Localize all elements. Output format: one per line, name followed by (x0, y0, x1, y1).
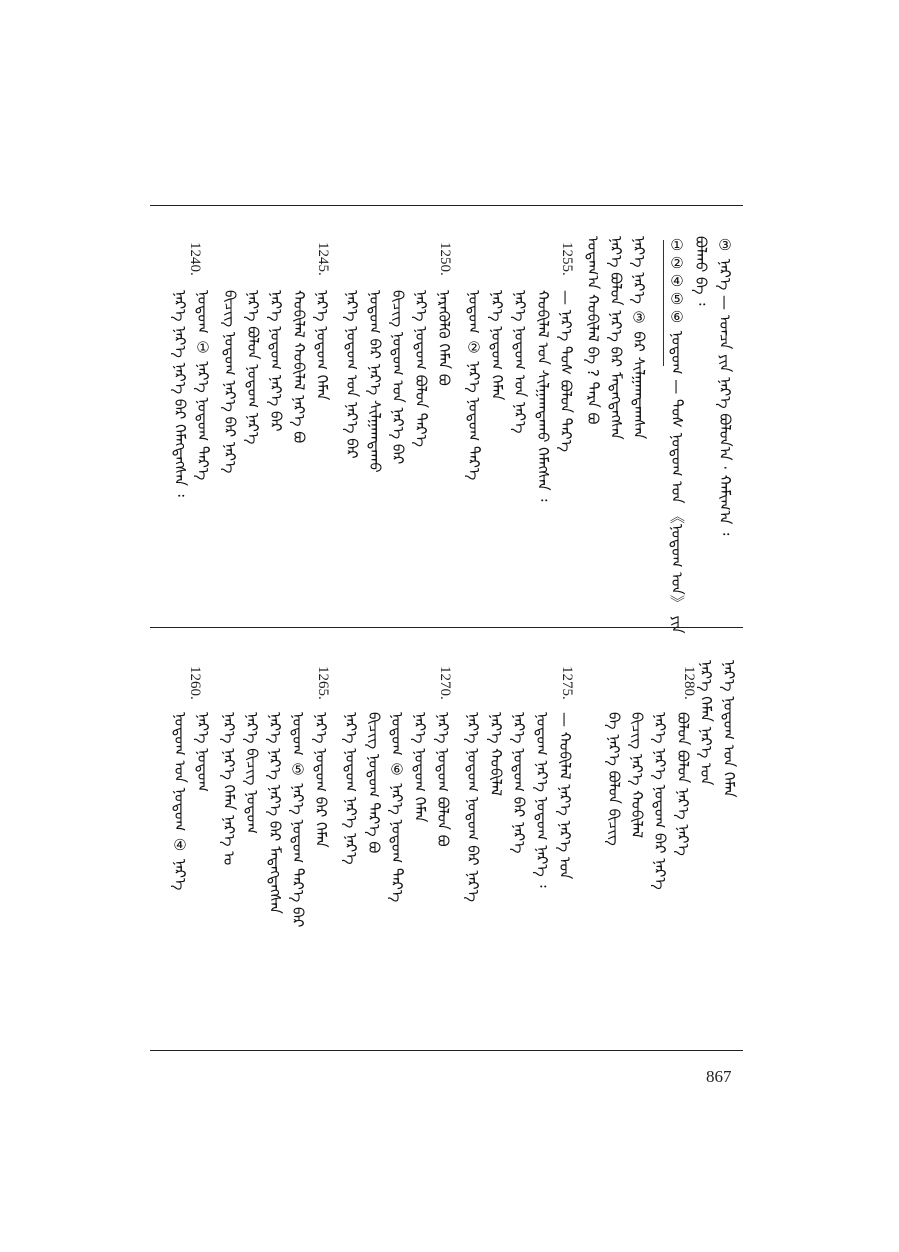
verse-line: ᠨᠡᠷᠡᠬᠦᠯᠬᠦ ᠬᠡᠮᠡᠨ ᠪᠤ (435, 290, 453, 386)
verse-line: ᠨᠡᠷ᠎ᠡ ᠨᠤᠲᠤᠭ ᠪᠣᠯᠤᠨ ᠪᠤ (434, 712, 452, 847)
verse-line: ᠪᠢᠴᠢᠭ ᠨᠡᠷ᠎ᠡ ᠬᠤᠪᠢᠯᠠᠯ (628, 712, 646, 838)
verse-line: ᠨᠡᠷ᠎ᠡ ᠨᠤᠲᠤᠭ ᠪᠠᠷ ᠨᠡᠷ᠎ᠡ (510, 712, 528, 854)
footnote-others: ①②④⑤⑥ ᠨᠤᠲᠤᠭ — ᠲᠤᠰ ᠨᠤᠲᠤᠭ ᠤᠨ 《ᠨᠤᠲᠤᠭ ᠤᠨ》 ᠶᠢᠨ (668, 236, 686, 634)
footnote-3: ③ ᠨᠡᠷ᠎ᠡ — ᠣᠨᠴᠠ ᠶᠢᠨ ᠨᠡᠷ᠎ᠡ ᠪᠣᠯᠤᠨ᠎ᠠ · ᠬᠠᠮᠢᠭ᠎ᠠ ᠄ (716, 236, 734, 536)
verse-line: ᠨᠡᠷ᠎ᠡ ᠨᠤᠲᠤᠭ ᠨᠤᠲᠤᠭ ᠪᠠᠷ ᠨᠡᠷ᠎ᠡ (464, 712, 482, 902)
verse-line: ᠨᠡᠷ᠎ᠡ ᠨᠤᠲᠤᠭ ᠪᠣᠯᠤᠨ ᠲᠡᠷ᠎ᠡ (412, 290, 430, 447)
bottom-rule (150, 1050, 743, 1051)
footnote-separator (663, 240, 664, 366)
verse-line: ᠬᠤᠪᠢᠯᠠᠯ ᠤᠨ ᠰᠢᠯᠭᠠᠭᠳᠠᠬᠤ ᠬᠡᠮᠡᠭᠰᠡᠨ ᠄ (534, 290, 552, 502)
verse-line: ᠨᠤᠲᠤᠭ ① ᠨᠡᠷ᠎ᠡ ᠨᠤᠲᠤᠭ ᠲᠡᠷ᠎ᠡ (194, 290, 212, 481)
verse-line: ᠪᠢᠴᠢᠭ ᠨᠤᠲᠤᠭ ᠤᠨ ᠨᠡᠷ᠎ᠡ ᠪᠠᠷ (389, 290, 407, 465)
line-number: 1260. (187, 666, 203, 700)
line-number: 1255. (559, 242, 575, 276)
verse-line: ᠨᠡᠷ᠎ᠡ ᠨᠡᠷ᠎ᠡ ᠨᠡᠷ᠎ᠡ ᠪᠠᠷ ᠮᠡᠳᠡᠭᠳᠡᠭᠰᠡᠨ (266, 712, 284, 914)
line-number: 1250. (437, 242, 453, 276)
verse-line: ᠪᠠ ᠨᠡᠷ᠎ᠡ ᠪᠣᠯᠤᠨ ᠪᠢᠴᠢᠭ (605, 712, 623, 846)
verse-line: ᠨᠡᠷ᠎ᠡ ᠪᠣᠯᠤᠨ ᠨᠡᠷ᠎ᠡ ᠪᠠᠷ ᠮᠡᠳᠡᠭᠳᠡᠭᠰᠡᠨ (607, 236, 625, 440)
top-rule (150, 205, 743, 206)
verse-line: ᠨᠤᠲᠤᠭ ᠪᠠᠷ ᠨᠡᠷ᠎ᠡ ᠰᠢᠯᠭᠠᠭᠳᠠᠬᠤ (366, 290, 384, 473)
verse-line: ᠨᠡᠷ᠎ᠡ ᠨᠤᠲᠤᠭ ᠬᠡᠮᠡᠨ (411, 712, 429, 823)
verse-line: ᠨᠡᠷ᠎ᠡ ᠨᠤᠲᠤᠭ ᠤᠨ ᠨᠡᠷ᠎ᠡ (511, 290, 529, 434)
verse-line: ᠨᠤᠲᠤᠭ ᠨᠡᠷ᠎ᠡ ᠨᠤᠲᠤᠭ ᠨᠡᠷ᠎ᠡ ᠄ (533, 712, 551, 888)
verse-line: ᠨᠤᠲᠤᠭ ⑥ ᠨᠡᠷ᠎ᠡ ᠨᠤᠲᠤᠭ ᠲᠡᠷ᠎ᠡ (388, 712, 406, 903)
verse-line: ᠨᠡᠷ᠎ᠡ ᠨᠤᠲᠤᠭ ᠨᠡᠷ᠎ᠡ ᠪᠠᠷ (267, 290, 285, 432)
line-number: 1240. (187, 242, 203, 276)
verse-line: — ᠬᠤᠪᠢᠯᠠᠯ ᠨᠡᠷ᠎ᠡ ᠨᠡᠷ᠎ᠡ ᠤᠨ (556, 712, 574, 880)
verse-line: ᠨᠡᠷ᠎ᠡ ᠬᠡᠮᠡᠨ ᠨᠡᠷ᠎ᠡ ᠤᠨ (697, 660, 715, 786)
line-number: 1275. (559, 666, 575, 700)
verse-line: ᠪᠣᠯᠤᠨ ᠪᠣᠯᠤᠨ ᠨᠡᠷ᠎ᠡ ᠨᠡᠷ᠎ᠡ (674, 712, 692, 856)
verse-line: ᠨᠡᠷ᠎ᠡ ᠨᠤᠲᠤᠭ ᠪᠠᠷ ᠬᠡᠮᠡᠨ (312, 712, 330, 848)
page-number: 867 (706, 1067, 732, 1086)
footnote-3-cont: ᠪᠣᠯᠬᠤ ᠪᠠ ᠄ (692, 236, 710, 306)
verse-line: ᠨᠡᠷ᠎ᠡ ᠨᠤᠲᠤᠭ (194, 712, 212, 792)
middle-rule (150, 627, 743, 628)
verse-line: ᠨᠡᠷ᠎ᠡ ᠨᠤᠲᠤᠭ ᠬᠡᠮᠡᠨ (313, 290, 331, 401)
line-number: 1265. (315, 666, 331, 700)
verse-line: ᠨᠤᠲᠤᠭ ② ᠨᠡᠷ᠎ᠡ ᠨᠤᠲᠤᠭ ᠲᠡᠷ᠎ᠡ (465, 290, 483, 481)
verse-line: ᠨᠡᠷ᠎ᠡ ᠨᠤᠲᠤᠭ ᠤᠨ ᠨᠡᠷ᠎ᠡ ᠪᠠᠷ (343, 290, 361, 459)
line-number: 1245. (315, 242, 331, 276)
verse-line: ᠨᠤᠲᠤᠭ ᠤᠨ ᠨᠤᠲᠤᠭ ④ ᠨᠡᠷ᠎ᠡ (171, 712, 189, 891)
verse-line: ᠤᠳᠠᠭ᠎ᠠ ᠬᠤᠪᠢᠯᠠᠯ ᠪᠠ ? ᠲᠡᠷᠡ ᠪᠤ (584, 236, 602, 425)
line-number: 1270. (437, 666, 453, 700)
verse-line: ᠨᠡᠷ᠎ᠡ ᠪᠢᠴᠢᠭ ᠨᠤᠲᠤᠭ (243, 712, 261, 834)
verse-line: ᠨᠡᠷ᠎ᠡ ᠨᠡᠷ᠎ᠡ ᠬᠡᠮᠡᠨ ᠨᠡᠷ᠎ᠡ ᠣ (220, 712, 238, 866)
verse-line: ᠨᠡᠷ᠎ᠡ ᠨᠤᠲᠤᠭ ᠤᠨ ᠬᠡᠮᠡᠨ (720, 660, 738, 798)
verse-line: ᠪᠢᠴᠢᠭ ᠨᠤᠲᠤᠭ ᠨᠡᠷ᠎ᠡ ᠪᠠᠷ ᠨᠡᠷ᠎ᠡ (221, 290, 239, 474)
verse-line: ᠨᠡᠷ᠎ᠡ ᠨᠤᠲᠤᠭ ᠬᠡᠮᠡᠨ (488, 290, 506, 401)
verse-line: ᠪᠢᠴᠢᠭ ᠨᠤᠲᠤᠭ ᠲᠡᠷ᠎ᠡ ᠪᠤ (365, 712, 383, 854)
verse-line: ᠨᠡᠷ᠎ᠡ ᠨᠡᠷ᠎ᠡ ③ ᠪᠠᠷ ᠰᠢᠯᠭᠠᠭᠳᠠᠭᠰᠠᠨ (630, 236, 648, 440)
verse-line: — ᠨᠡᠷ᠎ᠡ ᠲᠤᠰ ᠪᠣᠯᠤᠨ ᠲᠡᠷ᠎ᠡ (557, 290, 575, 452)
verse-line: ᠨᠡᠷ᠎ᠡ ᠬᠤᠪᠢᠯᠠᠯ (487, 712, 505, 797)
verse-line: ᠨᠡᠷ᠎ᠡ ᠨᠡᠷ᠎ᠡ ᠨᠡᠷ᠎ᠡ ᠪᠠᠷ ᠬᠡᠮᠡᠭᠳᠡᠭᠰᠡᠨ ᠄ (171, 290, 189, 497)
verse-line: ᠨᠤᠲᠤᠭ ⑤ ᠨᠡᠷ᠎ᠡ ᠨᠤᠲᠤᠭ ᠲᠡᠷ᠎ᠡ ᠪᠠᠷ (289, 712, 307, 928)
verse-line: ᠨᠡᠷ᠎ᠡ ᠪᠣᠯᠤᠨ ᠨᠤᠲᠤᠭ ᠨᠡᠷ᠎ᠡ (244, 290, 262, 445)
verse-line: ᠨᠡᠷ᠎ᠡ ᠨᠤᠲᠤᠭ ᠨᠡᠷ᠎ᠡ ᠨᠡᠷ᠎ᠡ (342, 712, 360, 865)
line-number: 1280. (681, 666, 697, 700)
verse-line: ᠨᠡᠷ᠎ᠡ ᠨᠡᠷ᠎ᠡ ᠨᠤᠲᠤᠭ ᠪᠠᠷ ᠨᠡᠷ᠎ᠡ (651, 712, 669, 890)
verse-line: ᠬᠤᠪᠢᠯᠠᠯ ᠬᠤᠪᠢᠯᠠᠯ ᠨᠡᠷ᠎ᠡ ᠪᠤ (290, 290, 308, 444)
